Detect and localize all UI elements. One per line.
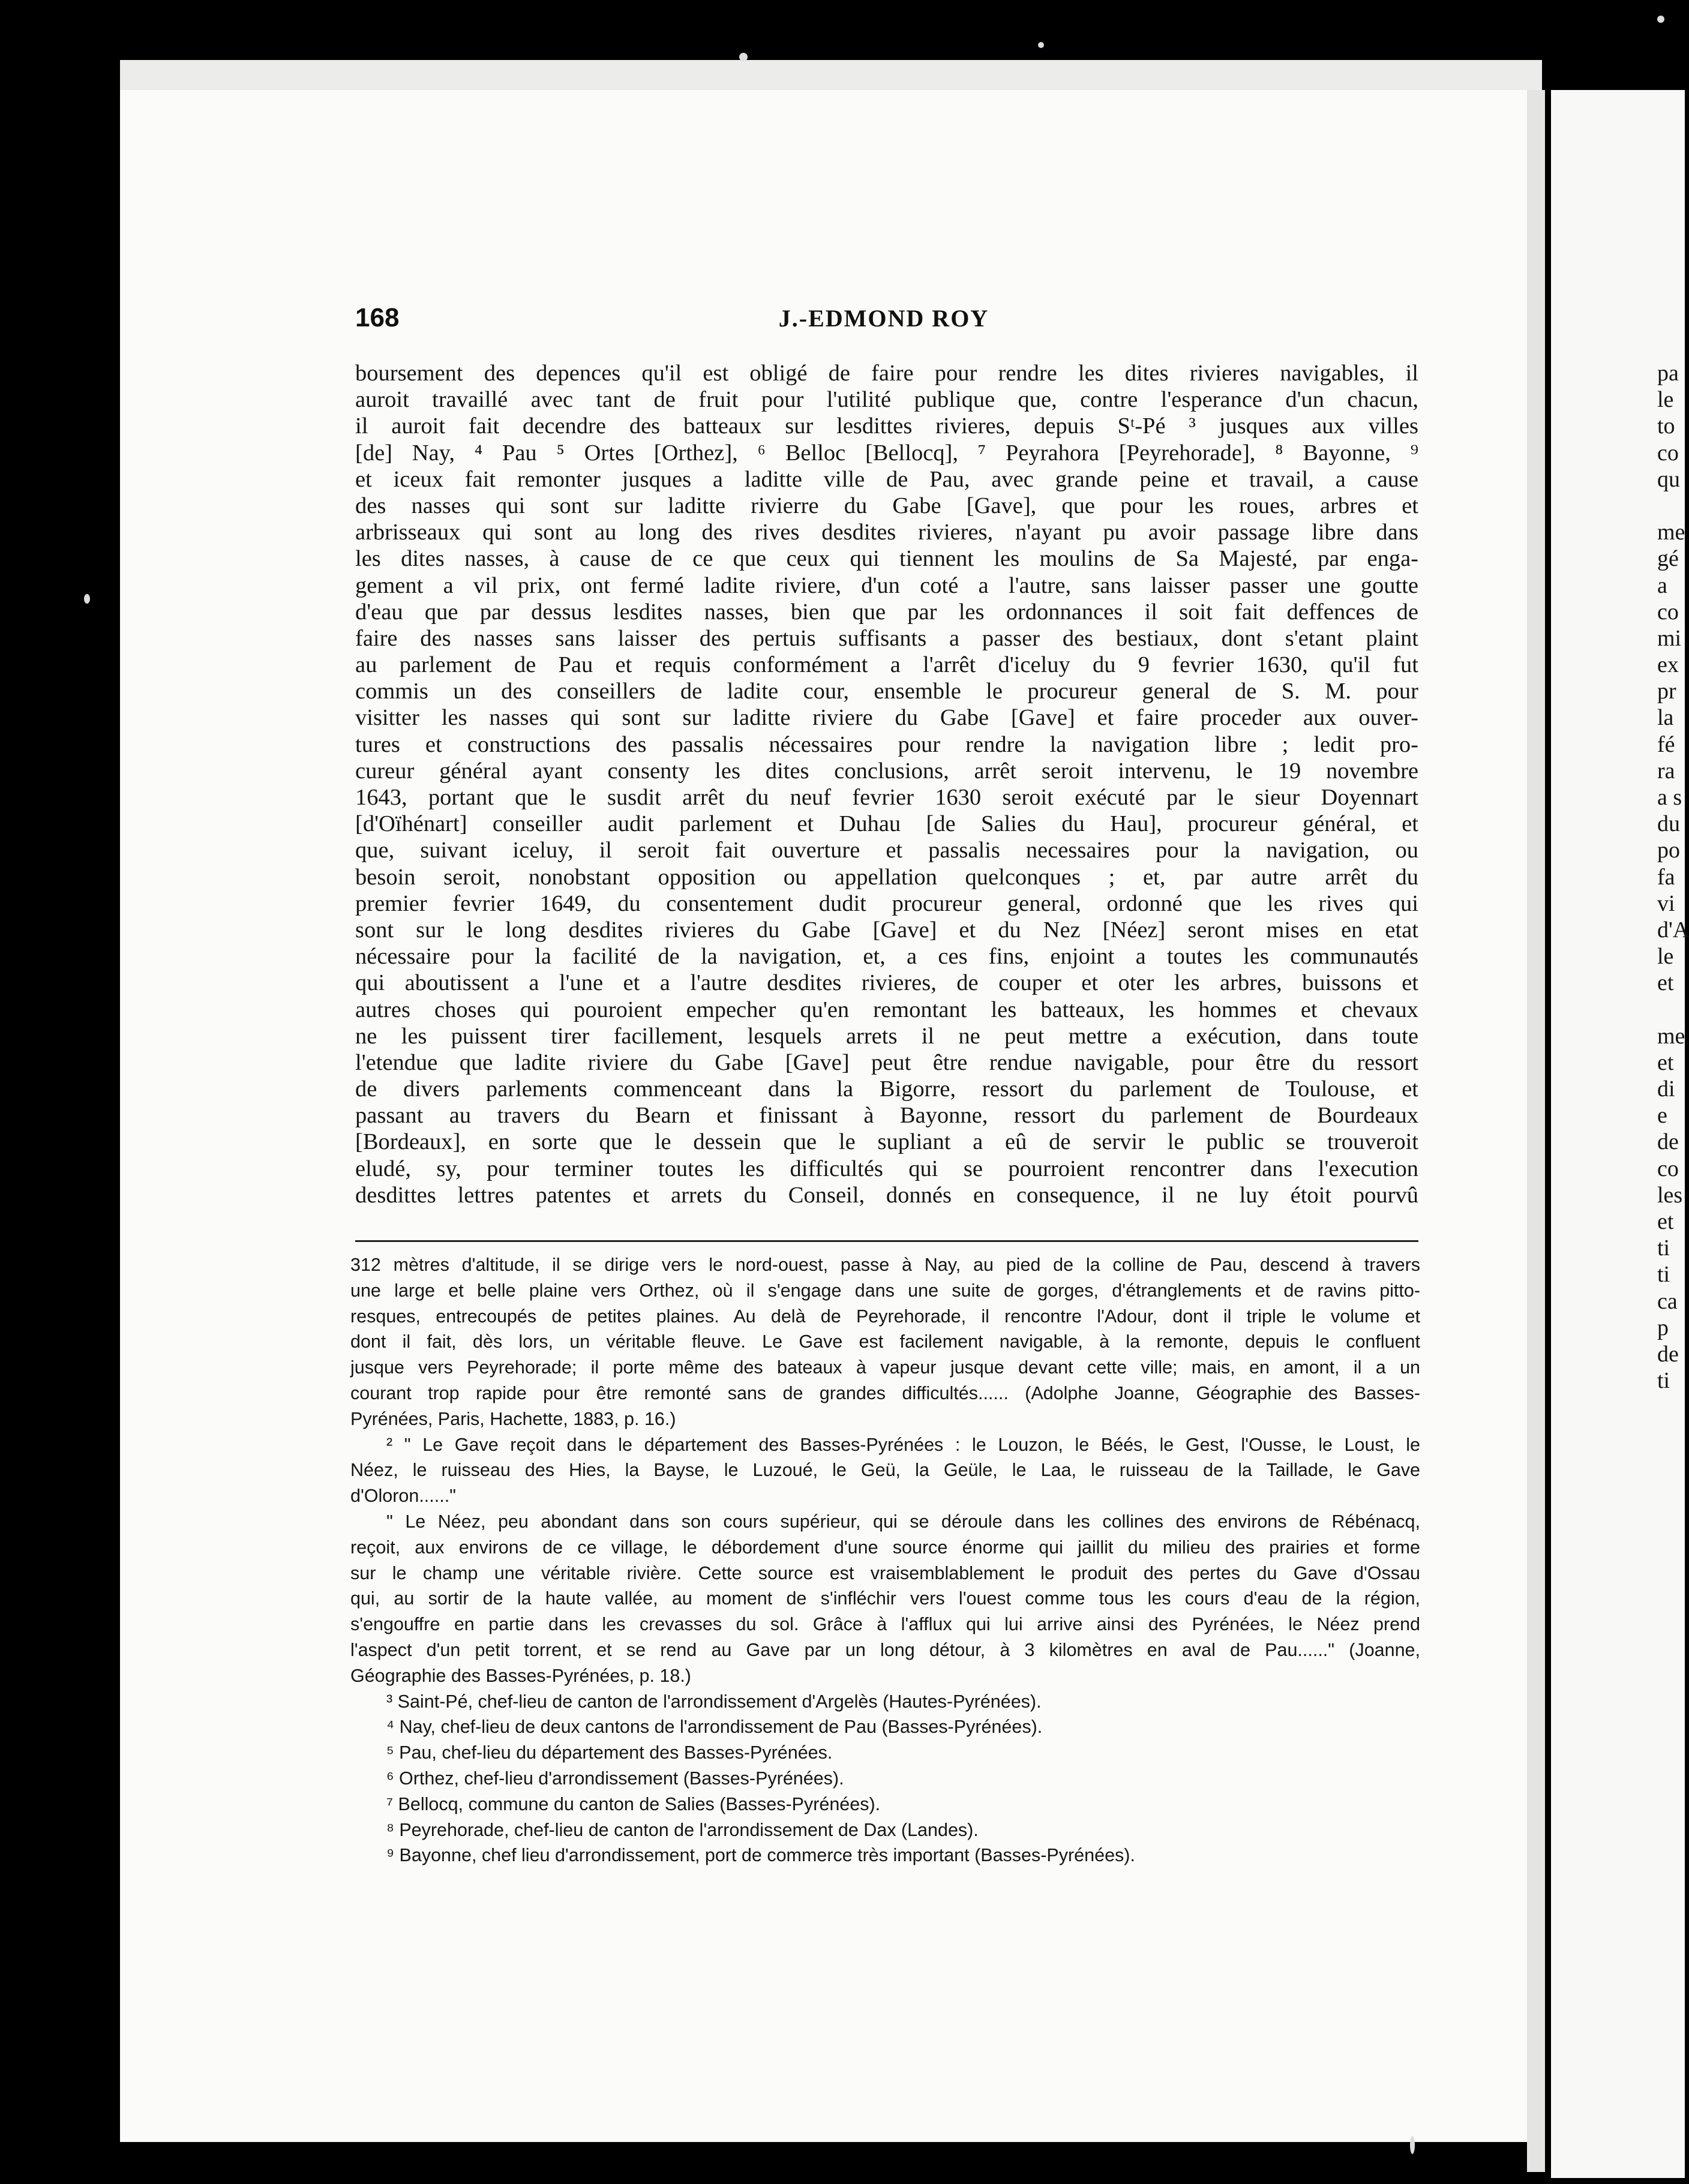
body-line: les dites nasses, à cause de ce que ceux qui tiennent les moulins de Sa Majesté, par enga-: [355, 546, 1418, 572]
footnote-line: l'aspect d'un petit torrent, et se rend au Gave par un long détour, à 3 kilomètres en aval de Pau......" (Joanne,: [350, 1639, 1420, 1660]
body-line: visitter les nasses qui sont sur laditte riviere du Gabe [Gave] et faire proceder aux ouver-: [355, 705, 1418, 731]
body-line: passant au travers du Bearn et finissant à Bayonne, ressort du parlement de Bourdeaux: [355, 1103, 1418, 1129]
adjacent-fragment: co: [1657, 1156, 1679, 1181]
adjacent-fragment: ex: [1657, 652, 1679, 678]
body-line: sont sur le long desdites rivieres du Gabe [Gave] et du Nez [Néez] seront mises en etat: [355, 917, 1418, 943]
adjacent-fragment: p: [1657, 1315, 1669, 1340]
adjacent-fragment: di: [1657, 1076, 1675, 1102]
body-line: que, suivant iceluy, il seroit fait ouverture et passalis necessaires pour la navigation, ou: [355, 838, 1418, 863]
footnote-line: resques, entrecoupés de petites plaines. Au delà de Peyrehorade, il rencontre l'Adour, dont il triple le volume et: [350, 1306, 1420, 1327]
body-line: tures et constructions des passalis nécessaires pour rendre la navigation libre ; ledit pro-: [355, 731, 1418, 757]
adjacent-fragment: a s: [1657, 785, 1682, 810]
body-line: et iceux fait remonter jusques a laditte ville de Pau, avec grande peine et travail, a cause: [355, 466, 1418, 492]
adjacent-fragment: co: [1657, 440, 1679, 466]
body-line: faire des nasses sans laisser des pertuis suffisants a passer des bestiaux, dont s'etant plaint: [355, 625, 1418, 651]
body-line: autres choses qui pouroient empecher qu'en remontant les batteaux, les hommes et chevaux: [355, 997, 1418, 1022]
body-line: auroit travaillé avec tant de fruit pour l'utilité publique que, contre l'esperance d'un chacun,: [355, 387, 1418, 413]
adjacent-fragment: e: [1657, 1103, 1667, 1129]
footnote-line: ³ Saint-Pé, chef-lieu de canton de l'arrondissement d'Argelès (Hautes-Pyrénées).: [386, 1691, 1042, 1712]
scan-speck: [84, 594, 90, 604]
adjacent-fragment: ca: [1657, 1288, 1678, 1314]
adjacent-fragment: ra: [1657, 758, 1675, 784]
body-line: commis un des conseillers de ladite cour, ensemble le procureur general de S. M. pour: [355, 679, 1418, 704]
body-line: eludé, sy, pour terminer toutes les difficultés qui se pourroient rencontrer dans l'execution: [355, 1156, 1418, 1181]
adjacent-fragment: du: [1657, 811, 1680, 837]
adjacent-fragment: ti: [1657, 1368, 1670, 1394]
footnote-line: Néez, le ruisseau des Hies, la Bayse, le Luzoué, le Geü, la Geüle, le Laa, le ruisseau de la Taillade, le Gave: [350, 1460, 1420, 1481]
adjacent-fragment: de: [1657, 1341, 1679, 1367]
body-line: des nasses qui sont sur laditte rivierre du Gabe [Gave], que pour les roues, arbres et: [355, 493, 1418, 518]
running-head: J.-EDMOND ROY: [778, 305, 989, 332]
footnote-line: sur le champ une véritable rivière. Cette source est vraisemblablement le produit des pertes du Gave d'Ossau: [350, 1562, 1420, 1583]
adjacent-fragment: a: [1657, 572, 1667, 598]
body-line: nécessaire pour la facilité de la navigation, et, a ces fins, enjoint a toutes les communautés: [355, 944, 1418, 970]
footnote-line: ² " Le Gave reçoit dans le département des Basses-Pyrénées : le Louzon, le Béés, le Gest, l'Ousse, le Loust, le: [386, 1434, 1420, 1455]
body-line: ne les puissent tirer facillement, lesquels arrets il ne peut mettre a exécution, dans toute: [355, 1023, 1418, 1049]
adjacent-fragment: fé: [1657, 731, 1675, 757]
footnote-line: " Le Néez, peu abondant dans son cours supérieur, qui se déroule dans les collines des environs de Rébénacq,: [386, 1511, 1420, 1532]
adjacent-fragment: co: [1657, 599, 1679, 625]
body-line: 1643, portant que le susdit arrêt du neuf fevrier 1630 seroit exécuté par le sieur Doyennart: [355, 785, 1418, 810]
body-line: qui aboutissent a l'une et a l'autre desdites rivieres, de couper et oter les arbres, buissons et: [355, 970, 1418, 996]
body-line: l'etendue que ladite riviere du Gabe [Gave] peut être rendue navigable, pour être du ressort: [355, 1049, 1418, 1075]
adjacent-fragment: les: [1657, 1182, 1683, 1208]
body-text: [355, 360, 1418, 1208]
adjacent-fragment: et: [1657, 1049, 1674, 1075]
footnote-line: une large et belle plaine vers Orthez, où il s'engage dans une suite de gorges, d'étranglements et de ravins pitto-: [350, 1280, 1420, 1301]
body-line: il auroit fait decendre des batteaux sur lesdittes rivieres, depuis Sᵗ-Pé ³ jusques aux villes: [355, 413, 1418, 439]
footnote-line: ⁹ Bayonne, chef lieu d'arrondissement, port de commerce très important (Basses-Pyrénées).: [386, 1845, 1135, 1866]
footnote-line: ⁷ Bellocq, commune du canton de Salies (Basses-Pyrénées).: [386, 1793, 881, 1814]
footnote-line: ⁴ Nay, chef-lieu de deux cantons de l'arrondissement de Pau (Basses-Pyrénées).: [386, 1717, 1043, 1738]
adjacent-fragment: po: [1657, 838, 1680, 863]
adjacent-fragment: et: [1657, 1209, 1674, 1234]
adjacent-fragment: fa: [1657, 864, 1675, 890]
footnote-line: 312 mètres d'altitude, il se dirige vers le nord-ouest, passe à Nay, au pied de la colline de Pau, descend à travers: [350, 1255, 1420, 1275]
footnote-line: courant trop rapide pour être remonté sans de grandes difficultés...... (Adolphe Joanne, Géographie des Basses-: [350, 1382, 1420, 1403]
adjacent-fragment: d'A: [1657, 917, 1689, 943]
footnote-line: dont il fait, dès lors, un véritable fleuve. Le Gave est facilement navigable, à la remonte, depuis le confluent: [350, 1331, 1420, 1352]
adjacent-fragment: le: [1657, 944, 1674, 970]
footnote-line: Géographie des Basses-Pyrénées, p. 18.): [350, 1665, 691, 1686]
adjacent-fragment: qu: [1657, 466, 1680, 492]
body-line: besoin seroit, nonobstant opposition ou appellation quelconques ; et, par autre arrêt du: [355, 864, 1418, 890]
footnote-line: Pyrénées, Paris, Hachette, 1883, p. 16.): [350, 1408, 676, 1429]
body-line: d'eau que par dessus lesdites nasses, bien que par les ordonnances il soit fait deffences de: [355, 599, 1418, 625]
footnote-line: d'Oloron......": [350, 1486, 457, 1507]
scan-speck: [739, 53, 748, 61]
adjacent-fragment: [1657, 997, 1685, 1023]
page-top-edge: [120, 60, 1542, 90]
body-line: premier fevrier 1649, du consentement dudit procureur general, ordonné que les rives qui: [355, 890, 1418, 916]
body-line: gement a vil prix, ont fermé ladite riviere, d'un coté a l'autre, sans laisser passer une goutte: [355, 572, 1418, 598]
page-header: [355, 303, 1412, 334]
footnote-rule: [355, 1240, 1418, 1242]
footnote-line: jusque vers Peyrehorade; il porte même des bateaux à vapeur jusque devant cette ville; mais, en amont, il a un: [350, 1357, 1420, 1378]
body-line: [de] Nay, ⁴ Pau ⁵ Ortes [Orthez], ⁶ Belloc [Bellocq], ⁷ Peyrahora [Peyrehorade], ⁸ Bayonne, ⁹: [355, 440, 1418, 466]
footnote-line: ⁶ Orthez, chef-lieu d'arrondissement (Basses-Pyrénées).: [386, 1768, 844, 1789]
page-fore-edge: [1527, 90, 1545, 2172]
body-line: desdittes lettres patentes et arrets du Conseil, donnés en consequence, il ne luy étoit pourvû: [355, 1182, 1418, 1208]
footnote-line: reçoit, aux environs de ce village, le débordement d'une source énorme qui jaillit du milieu des prairies et forme: [350, 1537, 1420, 1558]
adjacent-fragment: me: [1657, 520, 1685, 545]
adjacent-fragment: et: [1657, 970, 1674, 996]
adjacent-fragment: ti: [1657, 1262, 1670, 1288]
adjacent-fragment: [1657, 493, 1685, 519]
body-line: boursement des depences qu'il est obligé de faire pour rendre les dites rivieres navigables, il: [355, 361, 1418, 386]
footnote-line: ⁸ Peyrehorade, chef-lieu de canton de l'arrondissement de Dax (Landes).: [386, 1819, 979, 1840]
scan-speck: [1410, 2136, 1415, 2154]
body-line: de divers parlements commenceant dans la Bigorre, ressort du parlement de Toulouse, et: [355, 1076, 1418, 1102]
adjacent-fragment: mi: [1657, 625, 1682, 651]
footnotes: [350, 1252, 1420, 1868]
scan-speck: [1038, 42, 1044, 48]
adjacent-fragment: gé: [1657, 546, 1679, 572]
adjacent-fragment: pr: [1657, 679, 1676, 704]
footnote-line: s'engouffre en partie dans les crevasses du sol. Grâce à l'afflux qui lui arrive ainsi des Pyrénées, le Néez prend: [350, 1614, 1420, 1635]
footnote-line: qui, au sortir de la haute vallée, au moment de s'infléchir vers l'ouest comme tous les cours d'eau de la région,: [350, 1588, 1420, 1609]
body-line: [d'Oïhénart] conseiller audit parlement et Duhau [de Salies du Hau], procureur général, et: [355, 811, 1418, 837]
body-line: [Bordeaux], en sorte que le dessein que le supliant a eû de servir le public se trouveroit: [355, 1129, 1418, 1155]
footnote-line: ⁵ Pau, chef-lieu du département des Basses-Pyrénées.: [386, 1742, 833, 1763]
adjacent-fragment: me: [1657, 1023, 1685, 1049]
body-line: cureur général ayant consenty les dites conclusions, arrêt seroit intervenu, le 19 novembre: [355, 758, 1418, 784]
adjacent-fragment: to: [1657, 413, 1675, 439]
page-number: 168: [355, 303, 400, 332]
adjacent-page-text: [1657, 360, 1689, 1394]
adjacent-fragment: de: [1657, 1129, 1679, 1155]
adjacent-fragment: la: [1657, 705, 1674, 731]
adjacent-fragment: vi: [1657, 890, 1675, 916]
scan-speck: [1657, 16, 1664, 23]
body-line: au parlement de Pau et requis conformément a l'arrêt d'iceluy du 9 fevrier 1630, qu'il fut: [355, 652, 1418, 678]
body-line: arbrisseaux qui sont au long des rives desdites rivieres, n'ayant pu avoir passage libre dans: [355, 520, 1418, 545]
adjacent-fragment: pa: [1657, 361, 1679, 386]
adjacent-fragment: ti: [1657, 1235, 1670, 1261]
adjacent-fragment: le: [1657, 387, 1674, 413]
